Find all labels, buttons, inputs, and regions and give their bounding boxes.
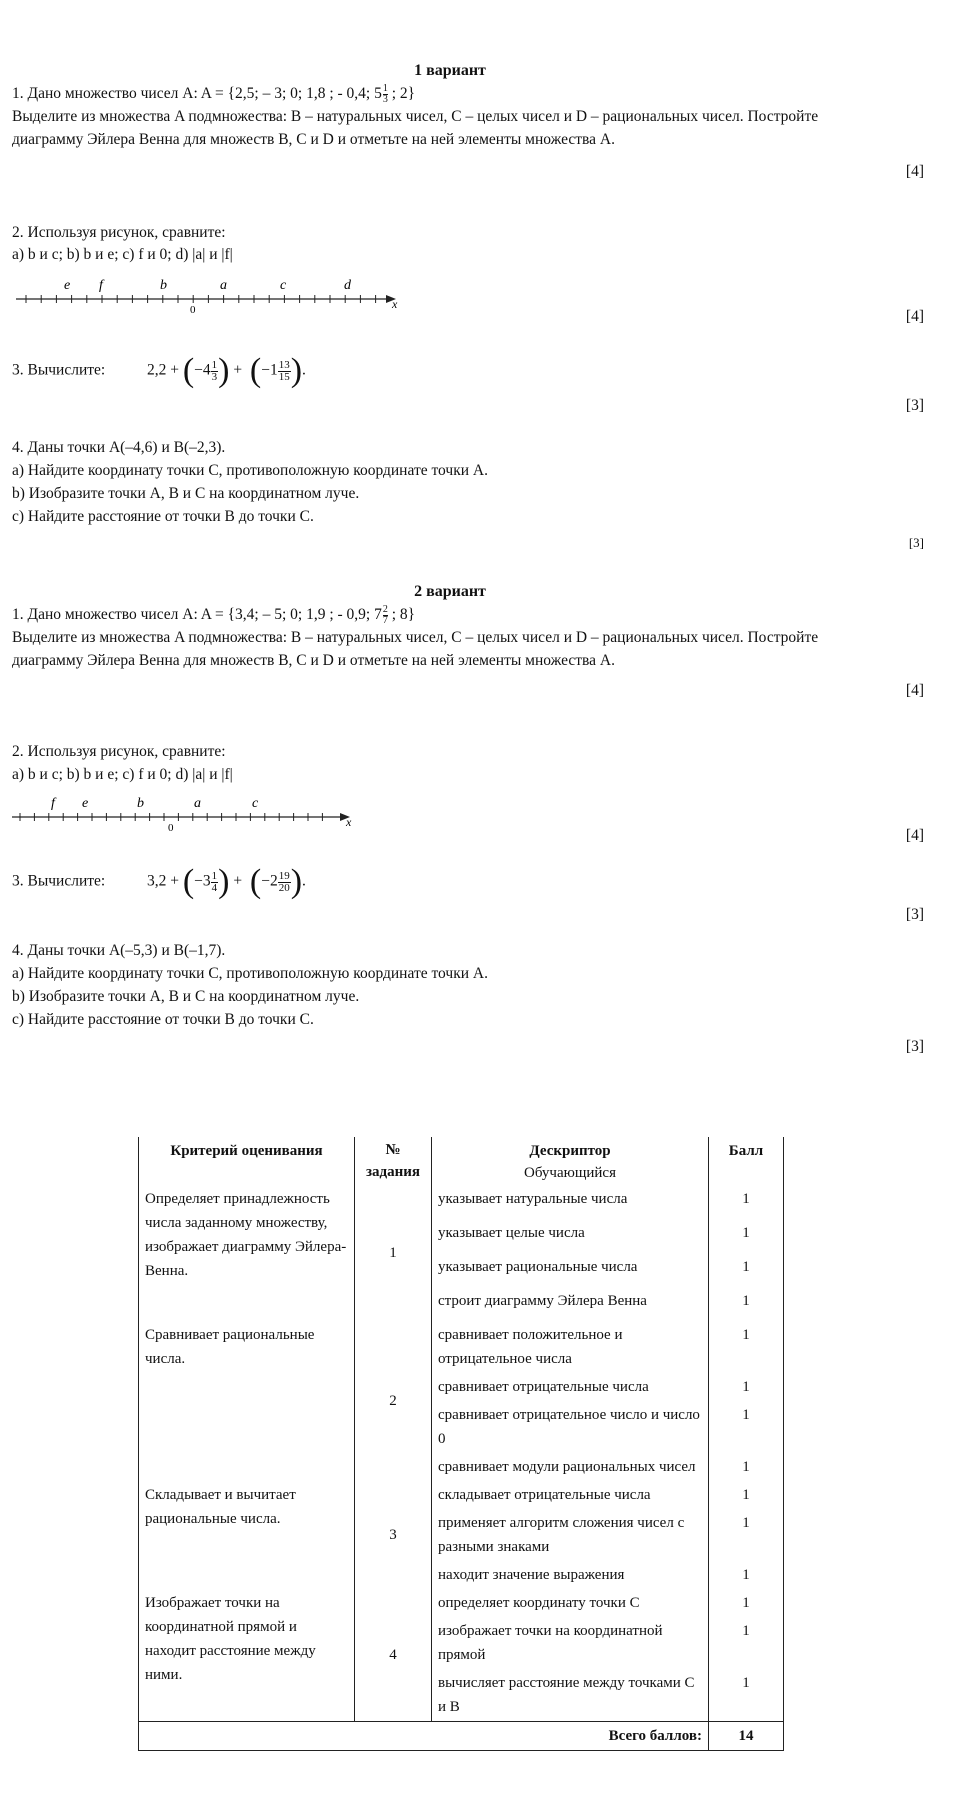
descriptor: указывает натуральные числа <box>432 1185 709 1219</box>
v2-label-a: a <box>194 796 201 811</box>
total-score: 14 <box>709 1722 784 1751</box>
v1-q1-points: [4] <box>905 163 924 180</box>
table-total-row <box>139 1722 784 1751</box>
v2-label-x: x <box>346 815 352 829</box>
v2-number-line <box>10 787 360 835</box>
v1-q2-points: [4] <box>905 308 924 325</box>
descriptor: сравнивает отрицательные числа <box>432 1373 709 1401</box>
v1-number-line <box>14 268 404 316</box>
variant-2-title: 2 вариант <box>414 583 486 600</box>
v2-q1-points: [4] <box>905 682 924 699</box>
score: 1 <box>709 1669 784 1722</box>
v1-q2-line1: 2. Используя рисунок, сравните: <box>12 224 226 241</box>
score: 1 <box>709 1589 784 1617</box>
v1-label-x: x <box>392 297 398 311</box>
v2-q3: 3. Вычислите: 3,2 + (−3 $\frac{1}{4}$ ) + (−2 $\frac{19}{20}$ ). <box>12 863 306 900</box>
v1-q1-line1: 1. Дано множество чисел A: A = {2,5; – 3; 0; 1,8 ; - 0,4; 5 $\frac{1}{3}$ ; 2} <box>12 83 416 105</box>
descriptor: строит диаграмму Эйлера Венна <box>432 1287 709 1321</box>
v2-label-f: f <box>51 796 55 811</box>
score: 1 <box>709 1617 784 1669</box>
score: 1 <box>709 1401 784 1453</box>
v1-q1-line3: диаграмму Эйлера Венна для множеств B, C и D и отметьте на ней элементы множества A. <box>12 131 615 148</box>
assessment-criteria-table <box>138 1137 784 1751</box>
v1-q2-line2: a) b и c; b) b и e; c) f и 0; d) |a| и |f| <box>12 246 233 263</box>
table-row <box>139 1589 784 1617</box>
v2-q4-c: c) Найдите расстояние от точки B до точки C. <box>12 1011 314 1028</box>
score: 1 <box>709 1219 784 1253</box>
task-number-2: 2 <box>355 1321 432 1481</box>
descriptor: изображает точки на координатной прямой <box>432 1617 709 1669</box>
descriptor: находит значение выражения <box>432 1561 709 1589</box>
score: 1 <box>709 1373 784 1401</box>
v2-label-c: c <box>252 796 259 811</box>
v1-label-a: a <box>220 278 227 293</box>
descriptor: указывает рациональные числа <box>432 1253 709 1287</box>
v1-q1-fraction: $\frac{1}{3}$ <box>382 83 388 105</box>
header-criterion: Критерий оценивания <box>139 1137 355 1185</box>
task-number-1: 1 <box>355 1185 432 1321</box>
descriptor: вычисляет расстояние между точками C и B <box>432 1669 709 1722</box>
task-number-4: 4 <box>355 1589 432 1722</box>
v2-label-b: b <box>137 796 144 811</box>
v2-q1-line1: 1. Дано множество чисел A: A = {3,4; – 5; 0; 1,9 ; - 0,9; 7 $\frac{2}{7}$ ; 8} <box>12 604 416 626</box>
v1-q4-points: [3] <box>908 535 924 550</box>
v1-q3-points: [3] <box>905 397 924 414</box>
v2-q2-points: [4] <box>905 827 924 844</box>
header-descriptor: Дескриптор Обучающийся <box>432 1137 709 1185</box>
descriptor: применяет алгоритм сложения чисел с разными знаками <box>432 1509 709 1561</box>
v2-q1-line3: диаграмму Эйлера Венна для множеств B, C и D и отметьте на ней элементы множества A. <box>12 652 615 669</box>
score: 1 <box>709 1287 784 1321</box>
v1-label-e: e <box>64 278 71 293</box>
descriptor: определяет координату точки C <box>432 1589 709 1617</box>
score: 1 <box>709 1321 784 1373</box>
v2-q3-points: [3] <box>905 906 924 923</box>
descriptor: сравнивает отрицательное число и число 0 <box>432 1401 709 1453</box>
task-number-3: 3 <box>355 1481 432 1589</box>
v1-label-f: f <box>99 278 103 293</box>
header-descriptor-sub: Обучающийся <box>524 1165 616 1181</box>
score: 1 <box>709 1561 784 1589</box>
criterion-2: Сравнивает рациональные числа. <box>139 1321 355 1481</box>
v1-q4-a: a) Найдите координату точки C, противоположную координате точки A. <box>12 462 488 479</box>
v1-q3: 3. Вычислите: 2,2 + (−4 $\frac{1}{3}$ ) + (−1 $\frac{13}{15}$ ). <box>12 352 306 389</box>
v1-label-d: d <box>344 278 351 293</box>
score: 1 <box>709 1509 784 1561</box>
table-header-row <box>139 1137 784 1185</box>
v2-label-zero: 0 <box>168 822 174 834</box>
v1-q4-c: c) Найдите расстояние от точки B до точки C. <box>12 508 314 525</box>
v1-label-c: c <box>280 278 287 293</box>
table-row <box>139 1185 784 1219</box>
descriptor: складывает отрицательные числа <box>432 1481 709 1509</box>
v1-q4-b: b) Изобразите точки A, B и C на координатном луче. <box>12 485 360 502</box>
v2-q4-points: [3] <box>905 1038 924 1055</box>
score: 1 <box>709 1481 784 1509</box>
descriptor: сравнивает модули рациональных чисел <box>432 1453 709 1481</box>
criterion-4: Изображает точки на координатной прямой и находит расстояние между ними. <box>139 1589 355 1722</box>
score: 1 <box>709 1253 784 1287</box>
table-row <box>139 1481 784 1509</box>
v1-label-zero: 0 <box>190 304 196 316</box>
descriptor: сравнивает положительное и отрицательное числа <box>432 1321 709 1373</box>
v2-q4-a: a) Найдите координату точки C, противоположную координате точки A. <box>12 965 488 982</box>
descriptor: указывает целые числа <box>432 1219 709 1253</box>
v2-q4-b: b) Изобразите точки A, B и C на координатном луче. <box>12 988 360 1005</box>
v2-q1-fraction: $\frac{2}{7}$ <box>382 604 388 626</box>
score: 1 <box>709 1185 784 1219</box>
header-task-number: № задания <box>355 1137 432 1185</box>
v1-label-b: b <box>160 278 167 293</box>
v2-label-e: e <box>82 796 89 811</box>
criterion-3: Складывает и вычитает рациональные числа. <box>139 1481 355 1589</box>
table-row <box>139 1321 784 1373</box>
v2-q2-line1: 2. Используя рисунок, сравните: <box>12 743 226 760</box>
header-score: Балл <box>709 1137 784 1185</box>
variant-1-title: 1 вариант <box>414 62 486 79</box>
score: 1 <box>709 1453 784 1481</box>
v2-q4-line1: 4. Даны точки A(–5,3) и B(–1,7). <box>12 942 226 959</box>
v2-q1-line2: Выделите из множества A подмножества: B – натуральных чисел, C – целых чисел и D – рациональных чисел. Постройте <box>12 629 819 646</box>
v2-q2-line2: a) b и c; b) b и e; c) f и 0; d) |a| и |f| <box>12 766 233 783</box>
v1-q1-line2: Выделите из множества A подмножества: B – натуральных чисел, C – целых чисел и D – рациональных чисел. Постройте <box>12 108 819 125</box>
total-label: Всего баллов: <box>139 1722 709 1751</box>
criterion-1: Определяет принадлежность числа заданному множеству, изображает диаграмму Эйлера-Венна. <box>139 1185 355 1321</box>
v1-q4-line1: 4. Даны точки A(–4,6) и B(–2,3). <box>12 439 226 456</box>
